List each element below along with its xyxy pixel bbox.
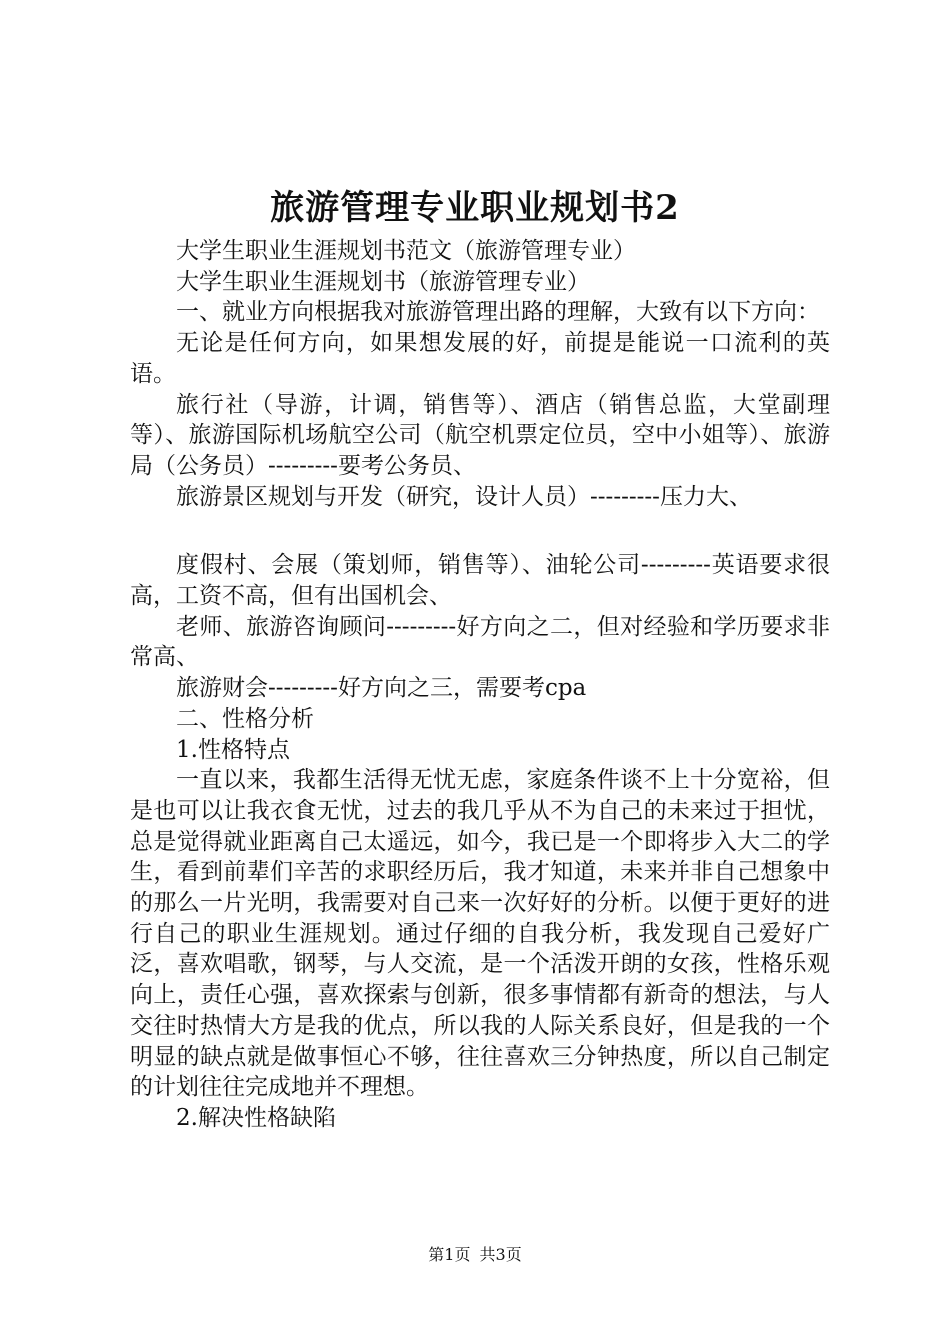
page-number: 第1页 — [428, 1245, 471, 1264]
paragraph-resort: 度假村、会展（策划师，销售等）、油轮公司---------英语要求很高，工资不高，但有出国机会、 — [130, 552, 830, 610]
page-total: 共3页 — [479, 1245, 522, 1264]
paragraph-teacher: 老师、旅游咨询顾问---------好方向之二，但对经验和学历要求非常高、 — [130, 613, 830, 671]
paragraph-scenic-planning: 旅游景区规划与开发（研究，设计人员）---------压力大、 — [176, 483, 752, 510]
document-body — [130, 236, 830, 1134]
paragraph-subheading-1: 1.性格特点 — [176, 736, 290, 763]
paragraph-english-requirement: 无论是任何方向，如果想发展的好，前提是能说一口流利的英语。 — [130, 330, 830, 387]
paragraph-subtitle-1: 大学生职业生涯规划书范文（旅游管理专业） — [176, 238, 636, 264]
paragraph-personality: 一直以来，我都生活得无忧无虑，家庭条件谈不上十分宽裕，但是也可以让我衣食无忧，过去的我几乎从不为自己的未来过于担忧，总是觉得就业距离自己太遥远，如今，我已是一个即将步入大二的学生，看到前辈们辛苦的求职经历后，我才知道，未来并非自己想象中的那么一片光明，我需要对自己来一次好好的分析。以便于更好的进行自己的职业生涯规划。通过仔细的自我分析，我发现自己爱好广泛，喜欢唱歌，钢琴，与人交流，是一个活泼开朗的女孩，性格乐观向上，责任心强，喜欢探索与创新，很多事情都有新奇的想法，与人交往时热情大方是我的优点，所以我的人际关系良好，但是我的一个明显的缺点就是做事恒心不够，往往喜欢三分钟热度，所以自己制定的计划往往完成地并不理想。 — [130, 767, 830, 1101]
paragraph-travel-agency: 旅行社（导游，计调，销售等）、酒店（销售总监，大堂副理等）、旅游国际机场航空公司（航空机票定位员，空中小姐等）、旅游局（公务员）---------要考公务员、 — [130, 391, 830, 479]
paragraph-subtitle-2: 大学生职业生涯规划书（旅游管理专业） — [176, 268, 590, 295]
document-title: 旅游管理专业职业规划书2 — [270, 188, 680, 228]
paragraph-gap — [130, 512, 830, 550]
paragraph-section-2-heading: 二、性格分析 — [176, 705, 314, 732]
page-footer — [0, 1244, 950, 1266]
paragraph-subheading-2: 2.解决性格缺陷 — [176, 1104, 336, 1131]
paragraph-accounting: 旅游财会---------好方向之三，需要考cpa — [176, 675, 587, 702]
paragraph-section-1-heading: 一、就业方向根据我对旅游管理出路的理解，大致有以下方向： — [176, 299, 820, 326]
